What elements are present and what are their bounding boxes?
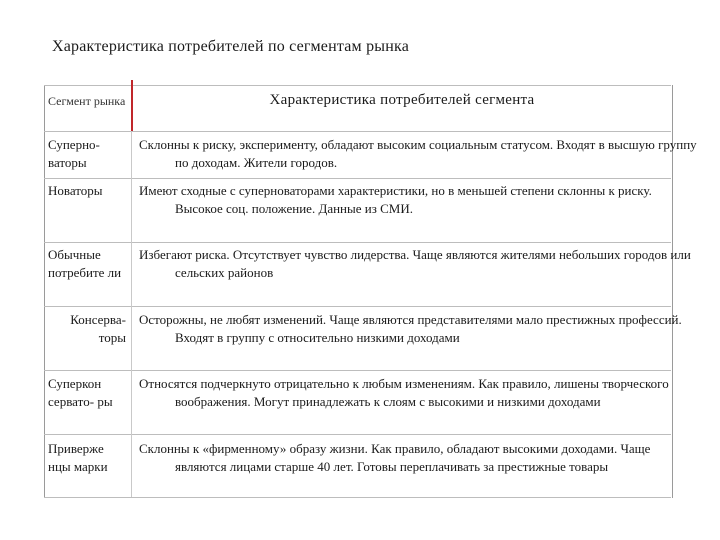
segment-cell: Консерва- торы: [70, 312, 126, 345]
header-divider: [44, 131, 671, 132]
page-title: Характеристика потребителей по сегментам рынка: [52, 38, 410, 55]
segment-cell: Новаторы: [48, 183, 103, 198]
row-divider: [44, 306, 671, 307]
row-divider: [44, 242, 671, 243]
description-cell: Склонны к риску, эксперименту, обладают высоким социальным статусом. Входят в высшую группу по доходам. Жители городов.: [139, 137, 697, 170]
header-characteristic: Характеристика потребителей сегмента: [269, 92, 535, 108]
segment-cell: Суперно- ваторы: [48, 137, 100, 170]
segment-cell: Суперкон серватo- ры: [48, 376, 113, 409]
segment-cell: Обычные потребите ли: [48, 247, 122, 280]
header-accent-bar: [131, 80, 133, 131]
segment-cell: Приверже нцы марки: [48, 441, 108, 474]
description-cell: Относятся подчеркнуто отрицательно к любым изменениям. Как правило, лишены творческого воображения. Могут принадлежать к слоям с высокими и низкими доходами: [139, 376, 669, 409]
description-cell: Имеют сходные с суперноваторами характеристики, но в меньшей степени склонны к риску. Высокое соц. положение. Данные из СМИ.: [139, 183, 652, 216]
row-divider: [44, 370, 671, 371]
column-separator: [131, 131, 132, 497]
description-cell: Избегают риска. Отсутствует чувство лидерства. Чаще являются жителями небольших городов или сельских районов: [139, 247, 691, 280]
table-bottom-border: [44, 497, 671, 498]
description-cell: Осторожны, не любят изменений. Чаще являются представителями мало престижных профессий. Входят в группу с относительно низкими доходами: [139, 312, 682, 345]
row-divider: [44, 434, 671, 435]
description-cell: Склонны к «фирменному» образу жизни. Как правило, обладают высокими доходами. Чаще являются лицами старше 40 лет. Готовы переплачивать за престижные товары: [139, 441, 651, 474]
table-top-border: [44, 85, 671, 86]
row-divider: [44, 178, 671, 179]
header-segment: Сегмент рынка: [48, 94, 126, 108]
